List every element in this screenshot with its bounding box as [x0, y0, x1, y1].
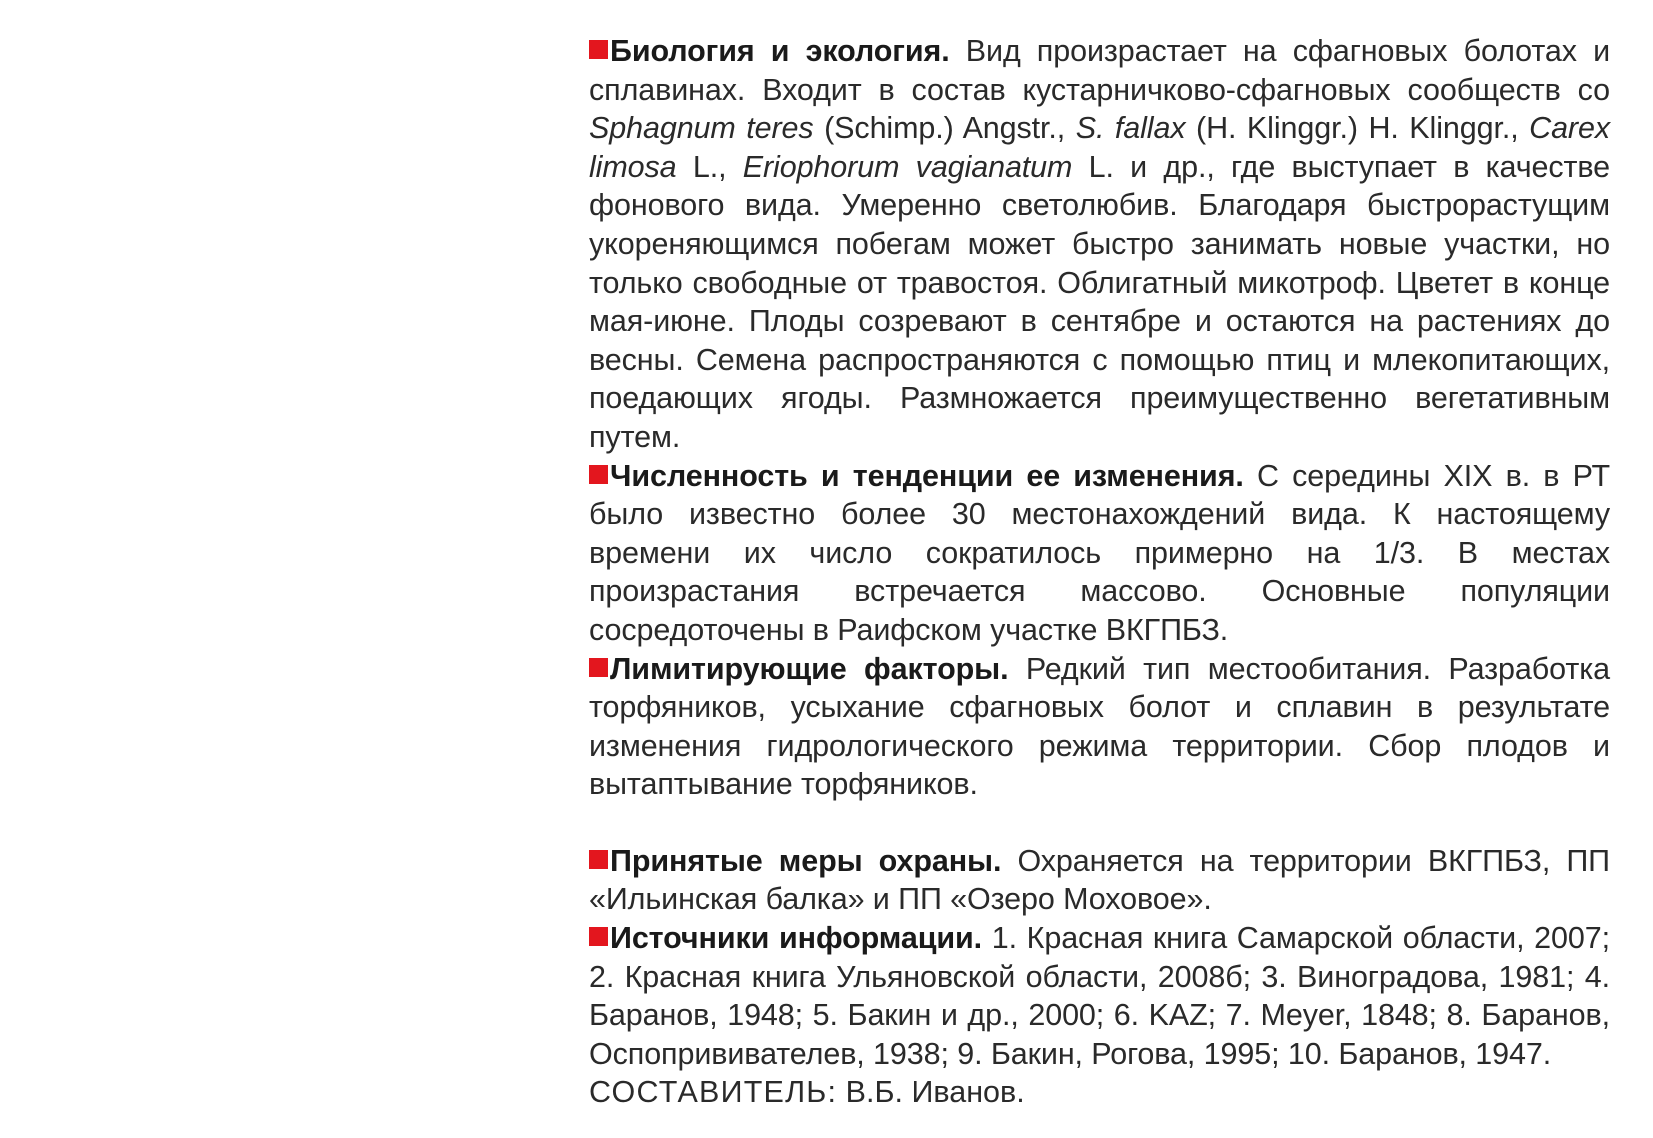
section-abundance — [589, 457, 1610, 650]
section-text: (H. Klinggr.) H. Klinggr., — [1185, 111, 1530, 146]
species-name: S. fallax — [1075, 111, 1186, 146]
section-text: L. и др., где выступает в качестве фонового вида. Умеренно светолюбив. Благодаря быстрорастущим укореняющимся побегам может быстро занимать новые участки, но только свободные от травостоя. Облигатный микотроф. Цветет в конце мая-июне. Плоды созревают в сентябре и остаются на растениях до весны. Семена распространяются с помощью птиц и млекопитающих, поедающих ягоды. Размножается преимущественно вегетативным путем. — [589, 149, 1610, 454]
species-name: Sphagnum teres — [589, 111, 814, 146]
section-text: L., — [676, 149, 743, 184]
section-text: 1. Красная книга Самарской области, 2007; 2. Красная книга Ульяновской области, 2008б; 3. Виноградова, 1981; 4. Баранов, 1948; 5. Бакин и др., 2000; 6. KAZ; 7. Meyer, 1848; 8. Баранов, Оспопрививателев, 1938; 9. Бакин, Рогова, 1995; 10. Баранов, 1947. — [589, 921, 1610, 1071]
species-name: Carex limosa — [589, 111, 1610, 184]
section-heading: Источники информации. — [610, 921, 983, 956]
section-text: Вид произрастает на сфагновых болотах и сплавинах. Входит в состав кустарничково-сфагновых сообществ со — [589, 34, 1611, 107]
section-heading: Биология и экология. — [610, 34, 950, 68]
section-text: Охраняется на территории ВКГПБЗ, ПП «Ильинская балка» и ПП «Озеро Моховое». — [589, 843, 1610, 917]
section-heading: Численность и тенденции ее изменения. — [610, 458, 1244, 493]
section-biology — [589, 32, 1610, 457]
section-limiting-factors — [589, 650, 1610, 804]
red-square-marker-icon — [589, 40, 608, 59]
compiler-label: СОСТАВИТЕЛЬ: — [589, 1075, 838, 1110]
red-square-marker-icon — [589, 465, 608, 484]
section-protection — [589, 842, 1610, 919]
compiler-name: В.Б. Иванов. — [837, 1075, 1025, 1110]
section-text: С середины XIX в. в РТ было известно более 30 местонахождений вида. К настоящему времени их число сократилось примерно на 1/3. В местах произрастания встречается массово. Основные популяции сосредоточены в Раифском участке ВКГПБЗ. — [589, 458, 1610, 647]
section-sources — [589, 919, 1610, 1073]
section-text: (Schimp.) Angstr., — [813, 111, 1076, 146]
document-body — [589, 32, 1610, 1112]
species-name: Eriophorum vagianatum — [742, 149, 1073, 184]
red-square-marker-icon — [589, 927, 608, 946]
section-heading: Лимитирующие факторы. — [610, 651, 1009, 686]
compiler-line — [589, 1073, 1610, 1112]
red-square-marker-icon — [589, 850, 608, 869]
section-text: Редкий тип местообитания. Разработка торфяников, усыхание сфагновых болот и сплавин в результате изменения гидрологического режима территории. Сбор плодов и вытаптывание торфяников. — [589, 651, 1610, 802]
red-square-marker-icon — [589, 658, 608, 677]
section-heading: Принятые меры охраны. — [610, 843, 1002, 878]
